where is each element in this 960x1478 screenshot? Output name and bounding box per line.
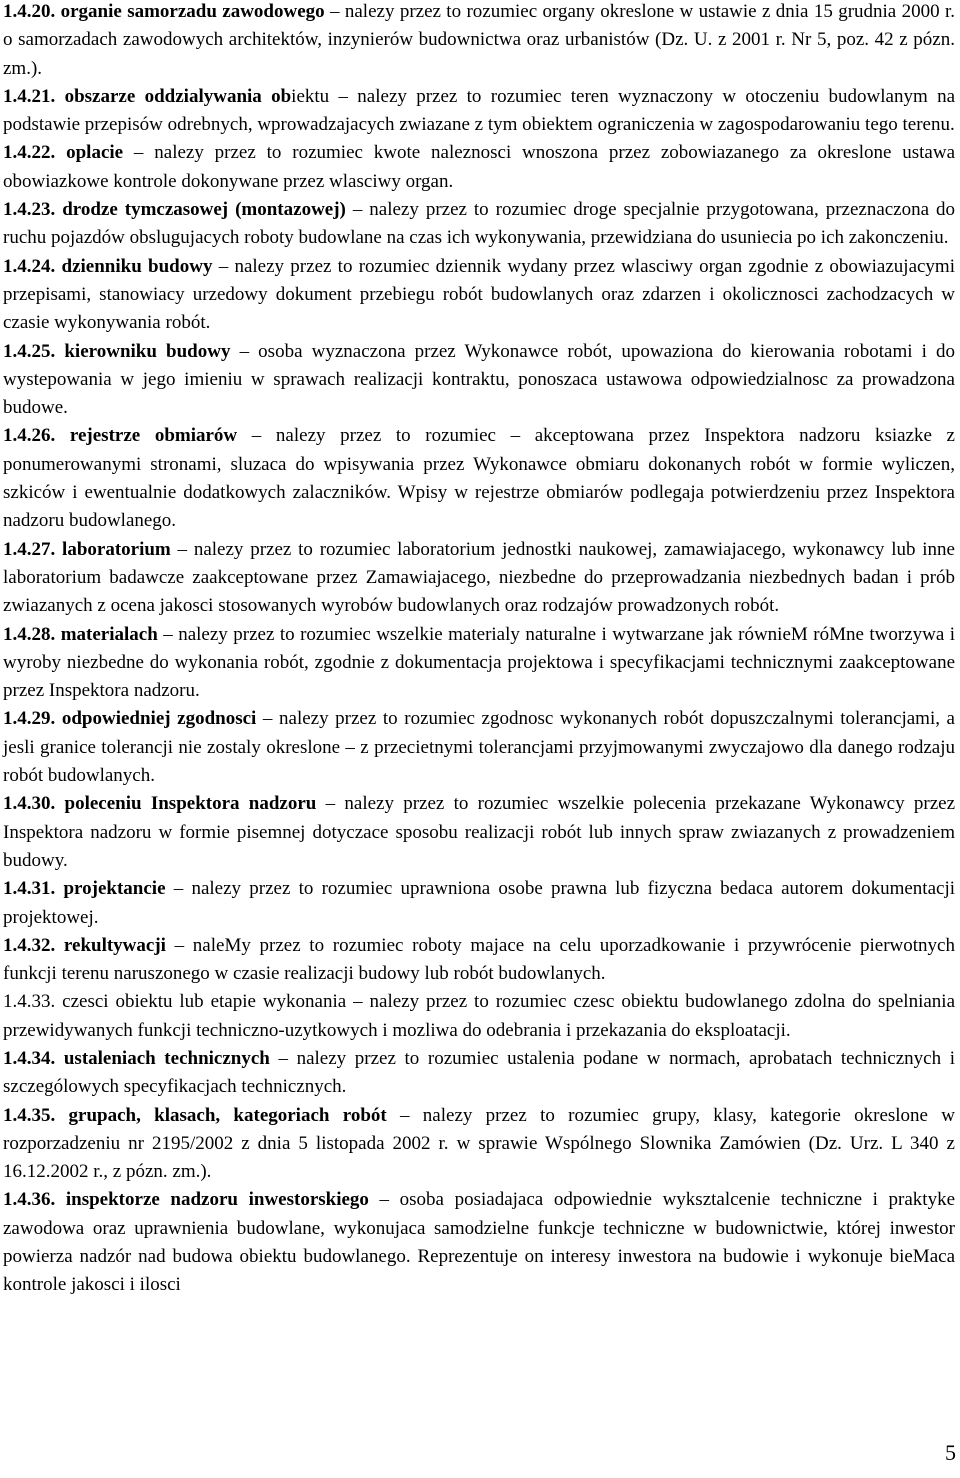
definition-entry	[3, 875, 955, 932]
definition-number: 1.4.28.	[3, 623, 56, 645]
definition-number: 1.4.23.	[3, 199, 56, 221]
definition-number: 1.4.27.	[3, 538, 56, 560]
definition-term: laboratorium	[62, 538, 171, 560]
definition-text: – nalezy przez to rozumiec droge specjalnie przygotowana, przeznaczona do ruchu pojazdów obslugujacych roboty budowlane na czas ich wykonywania, przewidziana do usuniecia po ich zakonczeniu.	[3, 199, 955, 249]
definition-term: oplacie	[66, 142, 124, 164]
definition-text: – nalezy przez to rozumiec dziennik wydany przez wlasciwy organ zgodnie z obowiazujacymi przepisami, stanowiacy urzedowy dokument przebiegu robót budowlanych oraz zdarzen i okolicznosci zachodzacych w czasie wykonywania robót.	[3, 255, 955, 334]
definition-text: – nalezy przez to rozumiec – akceptowana przez Inspektora nadzoru ksiazke z ponumerowanymi stronami, sluzaca do wpisywania przez Wykonawce obmiaru dokonanych robót w formie wyliczen, szkiców i ewentualnie dodatkowych zalaczników. Wpisy w rejestrze obmiarów podlegaja potwierdzeniu przez Inspektora nadzoru budowlanego.	[3, 425, 955, 532]
definition-entry	[3, 988, 955, 1045]
definition-text: – nalezy przez to rozumiec laboratorium jednostki naukowej, zamawiajacego, wykonawcy lub inne laboratorium badawcze zaakceptowane przez Zamawiajacego, niezbedne do przeprowadzania niezbednych badan i prób zwiazanych z ocena jakosci stosowanych wyrobów budowlanych oraz rodzajów prowadzonych robót.	[3, 538, 955, 617]
definition-entry	[3, 790, 955, 875]
definition-number: 1.4.26.	[3, 425, 56, 447]
definition-term: materialach	[60, 623, 158, 645]
definition-text: – nalezy przez to rozumiec ustalenia podane w normach, aprobatach technicznych i szczególowych specyfikacjach technicznych.	[3, 1047, 955, 1098]
definition-number: 1.4.30.	[3, 793, 56, 815]
definition-text: – nalezy przez to rozumiec czesc obiektu budowlanego zdolna do spelniania przewidywanych funkcji techniczno-uzytkowych i mozliwa do odebrania i przekazania do eksploatacji.	[3, 991, 956, 1041]
definition-number: 1.4.36.	[3, 1189, 56, 1211]
definition-term: ustaleniach technicznych	[63, 1047, 270, 1069]
page-number: 5	[945, 1440, 956, 1465]
definitions-list	[3, 0, 955, 1300]
definition-number: 1.4.22.	[3, 142, 56, 164]
definition-term: poleceniu Inspektora nadzoru	[64, 793, 317, 815]
definition-number: 1.4.32.	[3, 934, 56, 956]
definition-entry	[3, 253, 955, 338]
definition-text: – nalezy przez to rozumiec zgodnosc wykonanych robót dopuszczalnymi tolerancjami, a jesli granice tolerancji nie zostaly okreslone – z przecietnymi tolerancjami przyjmowanymi zwyczajowo dla danego rodzaju robót budowlanych.	[3, 708, 955, 787]
definition-entry	[3, 0, 955, 83]
definition-entry	[3, 536, 955, 621]
definition-text: – nalezy przez to rozumiec kwote naleznosci wnoszona przez zobowiazanego za okreslone ustawa obowiazkowe kontrole dokonywane przez wlasciwy organ.	[3, 142, 955, 192]
definition-number: 1.4.35.	[3, 1104, 56, 1126]
definition-term: rekultywacji	[63, 934, 166, 956]
definition-number: 1.4.24.	[3, 255, 56, 277]
definition-term: obszarze oddzialywania ob	[64, 85, 292, 107]
definition-term: czesci obiektu lub etapie wykonania	[62, 991, 347, 1013]
definition-term: inspektorze nadzoru inwestorskiego	[65, 1189, 369, 1211]
definition-number: 1.4.33.	[3, 991, 56, 1013]
definition-term: kierowniku budowy	[64, 340, 231, 362]
definition-text: – nalezy przez to rozumiec grupy, klasy, kategorie okreslone w rozporzadzeniu nr 2195/2002 z dnia 5 listopada 2002 r. w sprawie Wspólnego Slownika Zamówien (Dz. Urz. L 340 z 16.12.2002 r., z pózn. zm.).	[3, 1104, 955, 1183]
definition-entry	[3, 932, 955, 989]
definition-number: 1.4.29.	[3, 708, 56, 730]
definition-entry	[3, 705, 955, 790]
definition-number: 1.4.20.	[3, 1, 56, 22]
definition-entry	[3, 83, 955, 140]
definition-term: projektancie	[63, 878, 166, 900]
definition-term: drodze tymczasowej (montazowej)	[62, 199, 346, 221]
definition-text: – nalezy przez to rozumiec wszelkie polecenia przekazane Wykonawcy przez Inspektora nadzoru w formie pisemnej dotyczace sposobu realizacji robót lub innych spraw zwiazanych z prowadzeniem budowy.	[3, 793, 955, 871]
definition-entry	[3, 196, 955, 253]
definition-term: odpowiedniej zgodnosci	[61, 708, 257, 730]
definition-entry	[3, 338, 955, 423]
definition-entry	[3, 1045, 955, 1102]
definition-entry	[3, 139, 955, 196]
definition-term: rejestrze obmiarów	[69, 425, 238, 447]
definition-term: organie samorzadu zawodowego	[60, 1, 325, 22]
definition-text: – nalezy przez to rozumiec wszelkie materialy naturalne i wytwarzane jak równieM róMne tworzywa i wyroby niezbedne do wykonania robót, zgodnie z dokumentacja projektowa i specyfikacjami technicznymi zaakceptowane przez Inspektora nadzoru.	[3, 623, 956, 702]
definition-entry	[3, 1102, 955, 1187]
definition-text: – osoba posiadajaca odpowiednie wyksztalcenie techniczne i praktyke zawodowa oraz uprawnienia budowlane, wykonujaca samodzielne funkcje techniczne w budownictwie, której inwestor powierza nadzór nad budowa obiektu budowlanego. Reprezentuje on interesy inwestora na budowie i wykonuje bieMaca kontrole jakosci i ilosci	[3, 1189, 956, 1296]
definition-entry	[3, 621, 955, 706]
definition-text: iektu – nalezy przez to rozumiec teren wyznaczony w otoczeniu budowlanym na podstawie przepisów odrebnych, wprowadzajacych zwiazane z tym obiektem ograniczenia w zagospodarowaniu tego terenu.	[3, 85, 956, 136]
definition-term: grupach, klasach, kategoriach robót	[68, 1104, 387, 1126]
definition-number: 1.4.21.	[3, 85, 56, 107]
definition-text: – nalezy przez to rozumiec uprawniona osobe prawna lub fizyczna bedaca autorem dokumentacji projektowej.	[3, 878, 956, 928]
definition-text: – osoba wyznaczona przez Wykonawce robót, upowaziona do kierowania robotami i do wystepowania w jego imieniu w sprawach realizacji kontraktu, ponoszaca ustawowa odpowiedzialnosc za prowadzona budowe.	[3, 340, 956, 419]
definition-entry	[3, 422, 955, 535]
definition-number: 1.4.31.	[3, 878, 56, 900]
definition-text: – naleMy przez to rozumiec roboty majace na celu uporzadkowanie i przywrócenie pierwotnych funkcji terenu naruszonego w czasie realizacji budowy lub robót budowlanych.	[3, 934, 955, 985]
definition-text: – nalezy przez to rozumiec organy okreslone w ustawie z dnia 15 grudnia 2000 r. o samorzadach zawodowych architektów, inzynierów budownictwa oraz urbanistów (Dz. U. z 2001 r. Nr 5, poz. 42 z pózn. zm.).	[3, 1, 955, 79]
definition-number: 1.4.34.	[3, 1047, 56, 1069]
definition-number: 1.4.25.	[3, 340, 56, 362]
definition-entry	[3, 1186, 955, 1299]
definition-term: dzienniku budowy	[61, 255, 213, 277]
